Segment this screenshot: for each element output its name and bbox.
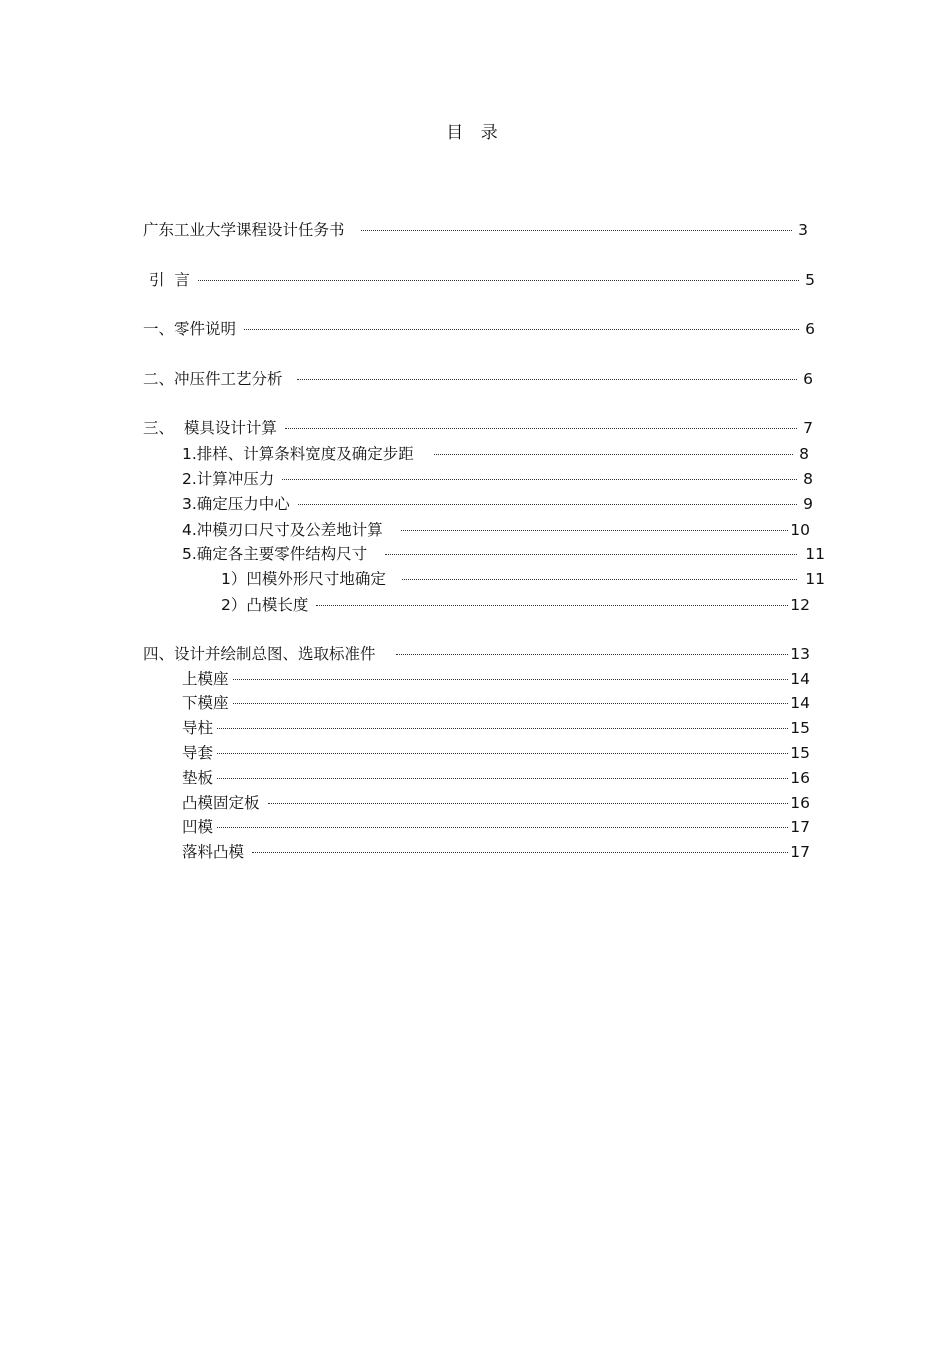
toc-page-number: 17: [790, 843, 810, 861]
toc-page-number: 10: [790, 521, 810, 539]
toc-entry-label: 二、冲压件工艺分析: [143, 370, 283, 388]
toc-dot-leader: [244, 328, 799, 330]
toc-entry-label: 1）凹模外形尺寸地确定: [221, 570, 386, 588]
toc-dot-leader: [402, 578, 797, 580]
toc-entry-task-book: [143, 219, 808, 241]
toc-page-number: 8: [799, 445, 809, 463]
toc-dot-leader: [282, 478, 797, 480]
toc-entry-label: 一、零件说明: [143, 320, 237, 338]
toc-entry-label: 1.排样、计算条料宽度及确定步距: [182, 445, 414, 463]
toc-dot-leader: [285, 427, 797, 429]
toc-entry-label: 落料凸模: [182, 843, 245, 861]
toc-page-number: 11: [805, 570, 825, 588]
toc-page-number: 6: [803, 370, 813, 388]
toc-dot-leader: [385, 553, 797, 555]
toc-entry-label: 2.计算冲压力: [182, 470, 275, 488]
toc-entry-label: 凹模: [182, 818, 214, 836]
toc-entry-lower-die-base: [182, 692, 810, 714]
toc-page-number: 12: [790, 596, 810, 614]
toc-dot-leader: [361, 229, 792, 231]
toc-title: 目 录: [446, 123, 504, 143]
toc-entry-label: 导套: [182, 744, 214, 762]
toc-entry-press-force: [182, 468, 813, 490]
toc-entry-backing-plate: [182, 767, 810, 789]
toc-entry-label: 四、设计并绘制总图、选取标准件: [143, 645, 376, 663]
toc-entry-punch-length: [221, 594, 810, 616]
toc-entry-general-drawing: [143, 643, 810, 665]
toc-page-number: 15: [790, 744, 810, 762]
toc-entry-label: 三、 模具设计计算: [143, 419, 277, 437]
toc-dot-leader: [401, 529, 788, 531]
toc-entry-process-analysis: [143, 368, 813, 390]
toc-entry-die: [182, 816, 810, 838]
toc-dot-leader: [396, 653, 789, 655]
toc-entry-label: 上模座: [182, 670, 229, 688]
toc-page-number: 14: [790, 670, 810, 688]
toc-entry-pressure-center: [182, 493, 813, 515]
toc-dot-leader: [252, 851, 788, 853]
toc-dot-leader: [217, 777, 788, 779]
toc-entry-label: 凸模固定板: [182, 794, 260, 812]
toc-entry-label: 3.确定压力中心: [182, 495, 290, 513]
toc-entry-upper-die-base: [182, 668, 810, 690]
toc-dot-leader: [297, 378, 797, 380]
toc-entry-die-design-calc: [143, 417, 813, 439]
toc-dot-leader: [233, 702, 789, 704]
toc-page-number: 7: [803, 419, 813, 437]
toc-dot-leader: [268, 802, 789, 804]
toc-page-number: 13: [790, 645, 810, 663]
toc-entry-introduction: [149, 269, 815, 291]
toc-dot-leader: [233, 678, 789, 680]
toc-entry-die-outline-size: [221, 568, 825, 590]
toc-page-number: 16: [790, 769, 810, 787]
toc-dot-leader: [217, 727, 788, 729]
toc-entry-label: 2）凸模长度: [221, 596, 309, 614]
toc-page-number: 6: [805, 320, 815, 338]
toc-entry-guide-bush: [182, 742, 810, 764]
toc-page-number: 5: [805, 271, 815, 289]
toc-page-number: 8: [803, 470, 813, 488]
toc-entry-label: 引 言: [149, 271, 190, 289]
toc-entry-label: 导柱: [182, 719, 214, 737]
toc-entry-main-parts-size: [182, 543, 825, 565]
toc-page-number: 11: [805, 545, 825, 563]
toc-page-number: 16: [790, 794, 810, 812]
toc-entry-part-description: [143, 318, 815, 340]
toc-entry-blanking-punch: [182, 841, 810, 863]
toc-entry-label: 广东工业大学课程设计任务书: [143, 221, 345, 239]
toc-dot-leader: [316, 604, 788, 606]
toc-dot-leader: [217, 826, 788, 828]
toc-entry-label: 4.冲模刃口尺寸及公差地计算: [182, 521, 383, 539]
toc-dot-leader: [434, 453, 793, 455]
toc-entry-punch-retainer: [182, 792, 810, 814]
toc-dot-leader: [217, 752, 788, 754]
toc-entry-label: 垫板: [182, 769, 214, 787]
toc-entry-layout-width-step: [182, 443, 809, 465]
toc-page-number: 15: [790, 719, 810, 737]
toc-dot-leader: [198, 279, 799, 281]
toc-page-number: 9: [803, 495, 813, 513]
toc-entry-cutting-edge-size: [182, 519, 810, 541]
toc-entry-label: 5.确定各主要零件结构尺寸: [182, 545, 368, 563]
toc-page-number: 14: [790, 694, 810, 712]
toc-page-number: 3: [798, 221, 808, 239]
toc-entry-guide-pillar: [182, 717, 810, 739]
toc-dot-leader: [298, 503, 797, 505]
toc-page-number: 17: [790, 818, 810, 836]
toc-entry-label: 下模座: [182, 694, 229, 712]
